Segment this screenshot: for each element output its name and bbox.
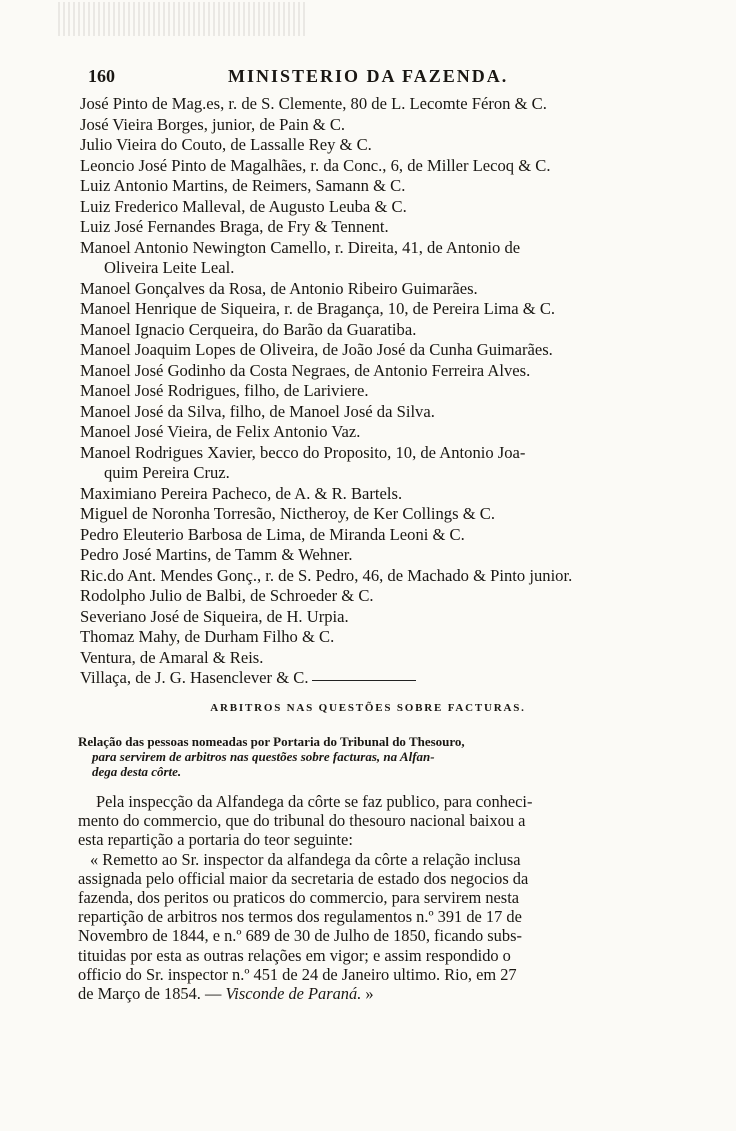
running-head: MINISTERIO DA FAZENDA. (228, 66, 509, 86)
list-item: Manoel José Vieira, de Felix Antonio Vaz. (80, 422, 361, 441)
ink-smudge (58, 2, 308, 36)
list-item: Luiz Frederico Malleval, de Augusto Leuba & C. (80, 196, 407, 216)
signature: Visconde de Paraná. (225, 984, 362, 1004)
list-item: Maximiano Pereira Pacheco, de A. & R. Bartels. (80, 483, 403, 503)
list-item: Luiz José Fernandes Braga, de Fry & Tennent. (80, 217, 389, 236)
relacao-heading: Relação das pessoas nomeadas por Portaria do Tribunal do Thesouro, para servirem de arbitros nas questões sobre facturas, na Alfan- dega desta côrte. (78, 734, 465, 779)
list-item: Villaça, de J. G. Hasenclever & C. (80, 668, 309, 687)
page-header (88, 66, 648, 92)
section-divider (312, 680, 416, 681)
section-title: ARBITROS NAS QUESTÕES SOBRE FACTURAS. (210, 702, 526, 714)
list-item: Thomaz Mahy, de Durham Filho & C. (80, 627, 335, 646)
list-item: Manoel Rodrigues Xavier, becco do Proposito, 10, de Antonio Joa- quim Pereira Cruz. (80, 442, 526, 482)
list-item: Pedro José Martins, de Tamm & Wehner. (80, 545, 353, 564)
list-item: Julio Vieira do Couto, de Lassalle Rey & C. (80, 135, 372, 154)
list-item: Manoel José Rodrigues, filho, de Lariviere. (80, 381, 369, 400)
list-item: Rodolpho Julio de Balbi, de Schroeder & C. (80, 586, 374, 605)
list-item: Miguel de Noronha Torresão, Nictheroy, de Ker Collings & C. (80, 504, 495, 523)
list-item: Pedro Eleuterio Barbosa de Lima, de Miranda Leoni & C. (80, 524, 465, 544)
body-paragraph: Pela inspecção da Alfandega da côrte se faz publico, para conheci- mento do commercio, que do tribunal do thesouro nacional baixou a esta repartição a portaria do teor seguinte: « Remetto ao Sr. inspector da alfandega da côrte a relação inclusa assignada pelo official maior da secretaria de estado dos negocios da fazenda, dos peritos ou praticos do commercio, para servirem nesta repartição de arbitros nos termos dos regulamentos n.º 391 de 17 de Novembro de 1844, e n.º 689 de 30 de Julho de 1850, ficando subs- tituidas por esta as outras relações em vigor; e assim respondido o officio do Sr. inspector n.º 451 de 24 de Janeiro ultimo. Rio, em 27 de Março de 1854. — Visconde de Paraná. » (78, 792, 533, 1004)
list-item: José Vieira Borges, junior, de Pain & C. (80, 114, 346, 134)
page-number: 160 (88, 66, 115, 86)
list-item: Luiz Antonio Martins, de Reimers, Samann & C. (80, 176, 406, 195)
list-item: Manoel Ignacio Cerqueira, do Barão da Guaratiba. (80, 319, 417, 339)
list-item: José Pinto de Mag.es, r. de S. Clemente, 80 de L. Lecomte Féron & C. (80, 94, 547, 113)
list-item: Severiano José de Siqueira, de H. Urpia. (80, 606, 349, 626)
list-item: Manoel Antonio Newington Camello, r. Direita, 41, de Antonio de Oliveira Leite Leal. (80, 237, 521, 277)
list-item: Manoel Henrique de Siqueira, r. de Bragança, 10, de Pereira Lima & C. (80, 299, 556, 318)
list-item: Manoel Gonçalves da Rosa, de Antonio Ribeiro Guimarães. (80, 278, 478, 298)
entry-list (80, 94, 660, 689)
list-item: Manoel José Godinho da Costa Negraes, de Antonio Ferreira Alves. (80, 360, 531, 380)
closing-quote: » (365, 984, 374, 1004)
list-item: Manoel Joaquim Lopes de Oliveira, de João José da Cunha Guimarães. (80, 340, 553, 359)
list-item: Ric.do Ant. Mendes Gonç., r. de S. Pedro, 46, de Machado & Pinto junior. (80, 565, 573, 585)
list-item: Leoncio José Pinto de Magalhães, r. da Conc., 6, de Miller Lecoq & C. (80, 155, 551, 175)
list-item: Manoel José da Silva, filho, de Manoel José da Silva. (80, 401, 435, 421)
list-item: Ventura, de Amaral & Reis. (80, 647, 264, 667)
